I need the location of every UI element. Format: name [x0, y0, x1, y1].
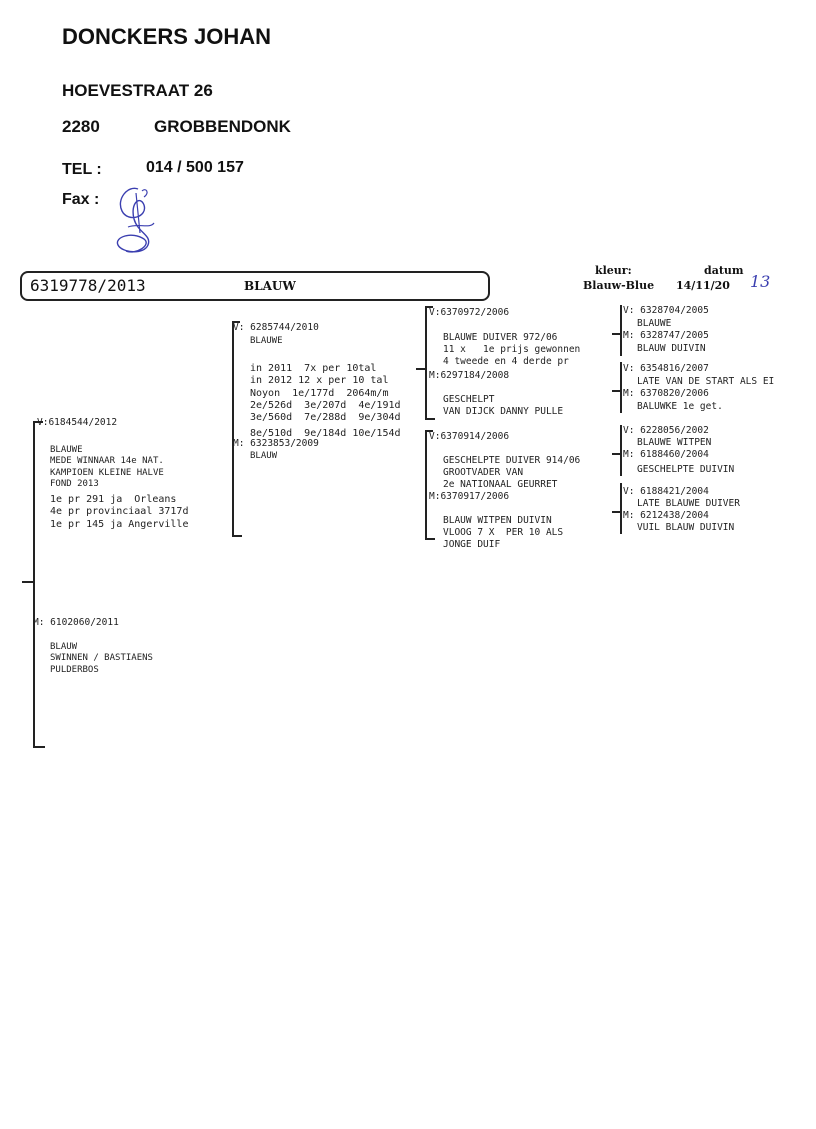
father-desc-2: MEDE WINNAAR 14e NAT.	[50, 456, 164, 467]
gen4-bracket-4	[620, 483, 622, 534]
fmm-desc-1: BLAUW WITPEN DUIVIN	[443, 515, 552, 526]
owner-postcode: 2280	[62, 117, 100, 136]
father-result-2: 4e pr provinciaal 3717d	[50, 506, 189, 518]
fmm-desc-2: VLOOG 7 X PER 10 ALS	[443, 527, 564, 538]
fff-ring: V:6370972/2006	[429, 307, 510, 318]
father-result-3: 1e pr 145 ja Angerville	[50, 518, 189, 530]
father-desc-1: BLAUWE	[50, 445, 83, 456]
g2-v-desc: LATE VAN DE START ALS EI	[637, 376, 775, 387]
g2-v-ring: V: 6354816/2007	[623, 363, 709, 374]
g3-v-ring: V: 6228056/2002	[623, 425, 709, 436]
ff-result-4: 2e/526d 3e/207d 4e/191d	[250, 399, 401, 411]
fff-desc-2: 11 x 1e prijs gewonnen	[443, 344, 581, 355]
owner-name: DONCKERS JOHAN	[62, 24, 272, 49]
signature-scribble	[108, 183, 164, 259]
father-ring: V:6184544/2012	[37, 417, 118, 428]
g3-v-desc: BLAUWE WITPEN	[637, 437, 712, 448]
pigeon-ring-number: 6319778/2013	[30, 276, 146, 295]
gen4-bracket-3	[620, 425, 622, 476]
fff-desc-1: BLAUWE DUIVER 972/06	[443, 332, 558, 343]
father-desc-3: KAMPIOEN KLEINE HALVE	[50, 467, 164, 478]
fmf-desc-2: GROOTVADER VAN	[443, 467, 524, 478]
gen4-connector-1	[612, 333, 620, 335]
fmm-desc	[443, 503, 563, 551]
ff-result-1: in 2011 7x per 10tal	[250, 363, 377, 375]
mother-desc-2: SWINNEN / BASTIAENS	[50, 653, 153, 664]
ff-results	[250, 351, 401, 440]
tel-number: 014 / 500 157	[146, 159, 244, 176]
fmf-ring: V:6370914/2006	[429, 431, 510, 442]
ff-result-5: 3e/560d 7e/288d 9e/304d	[250, 412, 401, 424]
mother-ring: M: 6102060/2011	[33, 617, 119, 628]
ff-result-6: 8e/510d 9e/184d 10e/154d	[250, 428, 401, 440]
fmm-desc-3: JONGE DUIF	[443, 539, 501, 550]
fmf-desc	[443, 443, 580, 491]
father-desc-4: FOND 2013	[50, 478, 99, 489]
fff-desc-3: 4 tweede en 4 derde pr	[443, 356, 569, 367]
g2-m-desc: BALUWKE 1e get.	[637, 401, 723, 412]
datum-handwritten-year: 13	[750, 272, 771, 291]
gen1-connector	[22, 581, 34, 583]
gen4-bracket-1	[620, 305, 622, 356]
father-result-1: 1e pr 291 ja Orleans	[50, 494, 177, 506]
g1-m-ring: M: 6328747/2005	[623, 330, 709, 341]
fm-ring: M: 6323853/2009	[233, 438, 319, 449]
gen3-bracket-b	[425, 430, 427, 540]
ffm-desc-2: VAN DIJCK DANNY PULLE	[443, 406, 564, 417]
fm-desc: BLAUW	[250, 451, 278, 461]
gen3-tick-b-bottom	[425, 538, 435, 540]
mother-desc	[50, 631, 153, 676]
datum-value: 14/11/20	[676, 279, 730, 292]
g4-v-ring: V: 6188421/2004	[623, 486, 709, 497]
mother-desc-1: BLAUW	[50, 642, 78, 653]
ff-ring: V: 6285744/2010	[233, 322, 319, 333]
gen2-tick-bottom	[232, 535, 242, 537]
ffm-desc-1: GESCHELPT	[443, 394, 495, 405]
g1-v-desc: BLAUWE	[637, 318, 672, 329]
gen3-bracket-a	[425, 306, 427, 420]
g4-m-ring: M: 6212438/2004	[623, 510, 709, 521]
gen3-tick-a-bottom	[425, 418, 435, 420]
g2-m-ring: M: 6370820/2006	[623, 388, 709, 399]
gen3-connector-a	[416, 368, 426, 370]
owner-street: HOEVESTRAAT 26	[62, 81, 213, 100]
gen4-connector-4	[612, 511, 620, 513]
fff-desc	[443, 320, 580, 368]
ff-result-3: Noyon 1e/177d 2064m/m	[250, 387, 389, 399]
g4-m-desc: VUIL BLAUW DUIVIN	[637, 522, 735, 533]
gen1-tick-bottom	[33, 746, 45, 748]
fmf-desc-1: GESCHELPTE DUIVER 914/06	[443, 455, 581, 466]
gen2-bracket	[232, 321, 234, 537]
ffm-desc	[443, 382, 563, 418]
fmm-ring: M:6370917/2006	[429, 491, 510, 502]
ffm-ring: M:6297184/2008	[429, 370, 510, 381]
g1-v-ring: V: 6328704/2005	[623, 305, 709, 316]
g3-m-ring: M: 6188460/2004	[623, 449, 709, 460]
g4-v-desc: LATE BLAUWE DUIVER	[637, 498, 740, 509]
father-results	[50, 482, 188, 531]
fax-label: Fax :	[62, 191, 100, 208]
kleur-label: kleur:	[595, 264, 632, 277]
datum-label: datum	[704, 264, 744, 277]
fmf-desc-3: 2e NATIONAAL GEURRET	[443, 479, 558, 490]
tel-label: TEL :	[62, 161, 102, 178]
gen1-bracket	[33, 421, 35, 748]
ff-result-2: in 2012 12 x per 10 tal	[250, 375, 389, 387]
owner-city: GROBBENDONK	[154, 117, 291, 136]
ff-desc: BLAUWE	[250, 336, 283, 346]
g1-m-desc: BLAUW DUIVIN	[637, 343, 706, 354]
g3-m-desc: GESCHELPTE DUIVIN	[637, 464, 735, 475]
mother-desc-3: PULDERBOS	[50, 664, 99, 675]
gen4-connector-3	[612, 453, 620, 455]
pigeon-color: BLAUW	[244, 279, 296, 293]
kleur-value: Blauw-Blue	[583, 279, 655, 292]
gen4-bracket-2	[620, 362, 622, 413]
gen4-connector-2	[612, 390, 620, 392]
